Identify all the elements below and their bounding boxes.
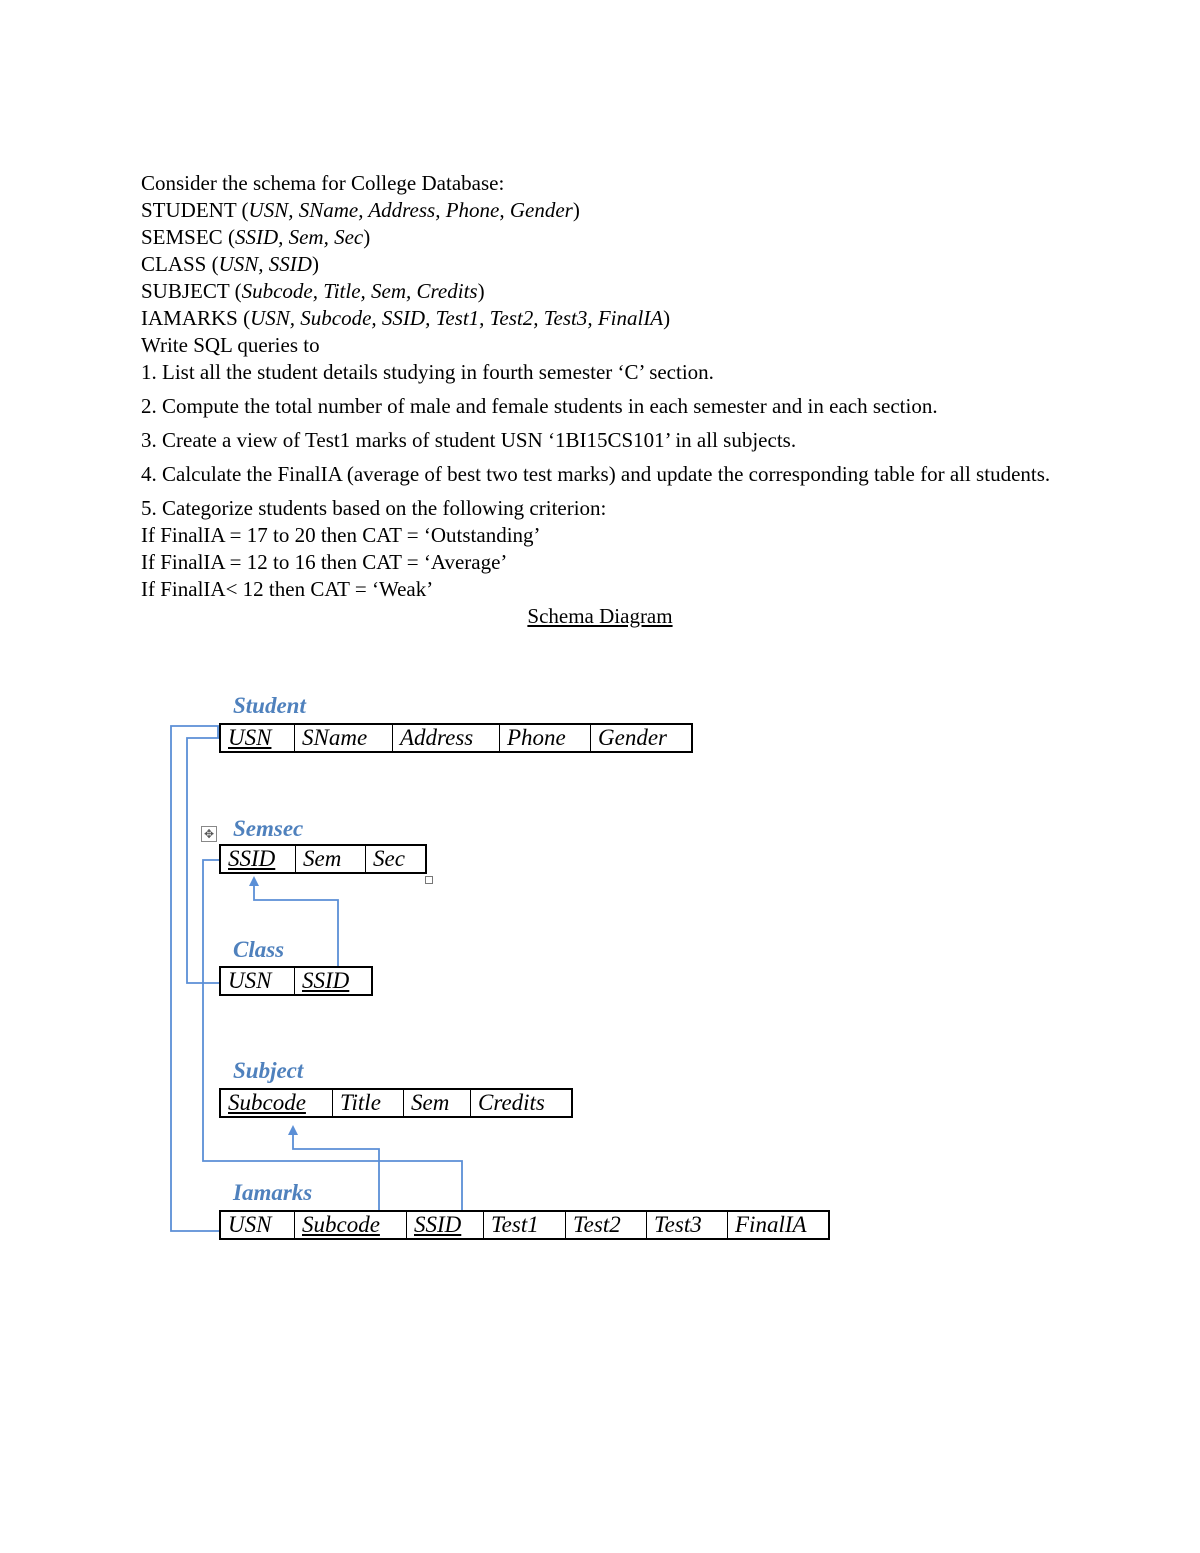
semsec-label: Semsec [233,816,304,841]
student-label: Student [233,693,306,718]
student-col-phone: Phone [500,725,591,751]
schema-line-semsec: SEMSEC (SSID, Sem, Sec) [141,225,371,249]
criterion-3: If FinalIA< 12 then CAT = ‘Weak’ [141,577,434,601]
student-col-usn: USN [221,725,295,751]
iamarks-col-ssid: SSID [407,1212,484,1238]
fk-iamarks-usn-to-student [171,726,220,1231]
iamarks-table [219,1210,830,1240]
intro-text: Consider the schema for College Database: [141,171,505,195]
write-sql-text: Write SQL queries to [141,333,320,357]
semsec-col-ssid: SSID [221,846,296,872]
student-col-sname: SName [295,725,393,751]
query-4: 4. Calculate the FinalIA (average of best two test marks) and update the corresponding table for all students. [141,462,1051,486]
class-col-usn: USN [221,968,295,994]
table-move-handle-icon[interactable]: ✥ [201,826,217,842]
class-col-ssid: SSID [302,968,350,993]
query-3: 3. Create a view of Test1 marks of student USN ‘1BI15CS101’ in all subjects. [141,428,797,452]
class-table [219,966,373,996]
subject-col-sem: Sem [404,1090,471,1116]
iamarks-col-test2: Test2 [566,1212,647,1238]
semsec-col-sem: Sem [296,846,366,872]
query-1: 1. List all the student details studying in fourth semester ‘C’ section. [141,360,714,384]
semsec-table [219,844,427,874]
schema-line-subject: SUBJECT (Subcode, Title, Sem, Credits) [141,279,485,303]
iamarks-col-test3: Test3 [647,1212,728,1238]
student-col-address: Address [393,725,500,751]
query-2: 2. Compute the total number of male and female students in each semester and in each section. [141,394,938,418]
class-label: Class [233,937,285,962]
subject-label: Subject [233,1058,304,1083]
student-table [219,723,693,753]
iamarks-col-finalia: FinalIA [735,1212,807,1237]
fk-iamarks-ssid-to-semsec [203,860,462,1210]
subject-col-subcode: Subcode [221,1090,333,1116]
iamarks-col-subcode: Subcode [295,1212,407,1238]
schema-line-class: CLASS (USN, SSID) [141,252,319,276]
schema-diagram-title: Schema Diagram [527,604,673,628]
semsec-col-sec: Sec [373,846,405,871]
criterion-1: If FinalIA = 17 to 20 then CAT = ‘Outstanding’ [141,523,541,547]
subject-col-credits: Credits [478,1090,545,1115]
iamarks-col-usn: USN [221,1212,295,1238]
criterion-2: If FinalIA = 12 to 16 then CAT = ‘Average’ [141,550,508,574]
subject-col-title: Title [333,1090,404,1116]
student-col-gender: Gender [598,725,667,750]
schema-line-iamarks: IAMARKS (USN, Subcode, SSID, Test1, Test2, Test3, FinalIA) [141,306,671,330]
iamarks-label: Iamarks [233,1180,313,1205]
schema-line-student: STUDENT (USN, SName, Address, Phone, Gender) [141,198,580,222]
iamarks-col-test1: Test1 [484,1212,566,1238]
table-resize-handle-icon[interactable] [425,876,433,884]
query-5: 5. Categorize students based on the following criterion: [141,496,607,520]
subject-table [219,1088,573,1118]
